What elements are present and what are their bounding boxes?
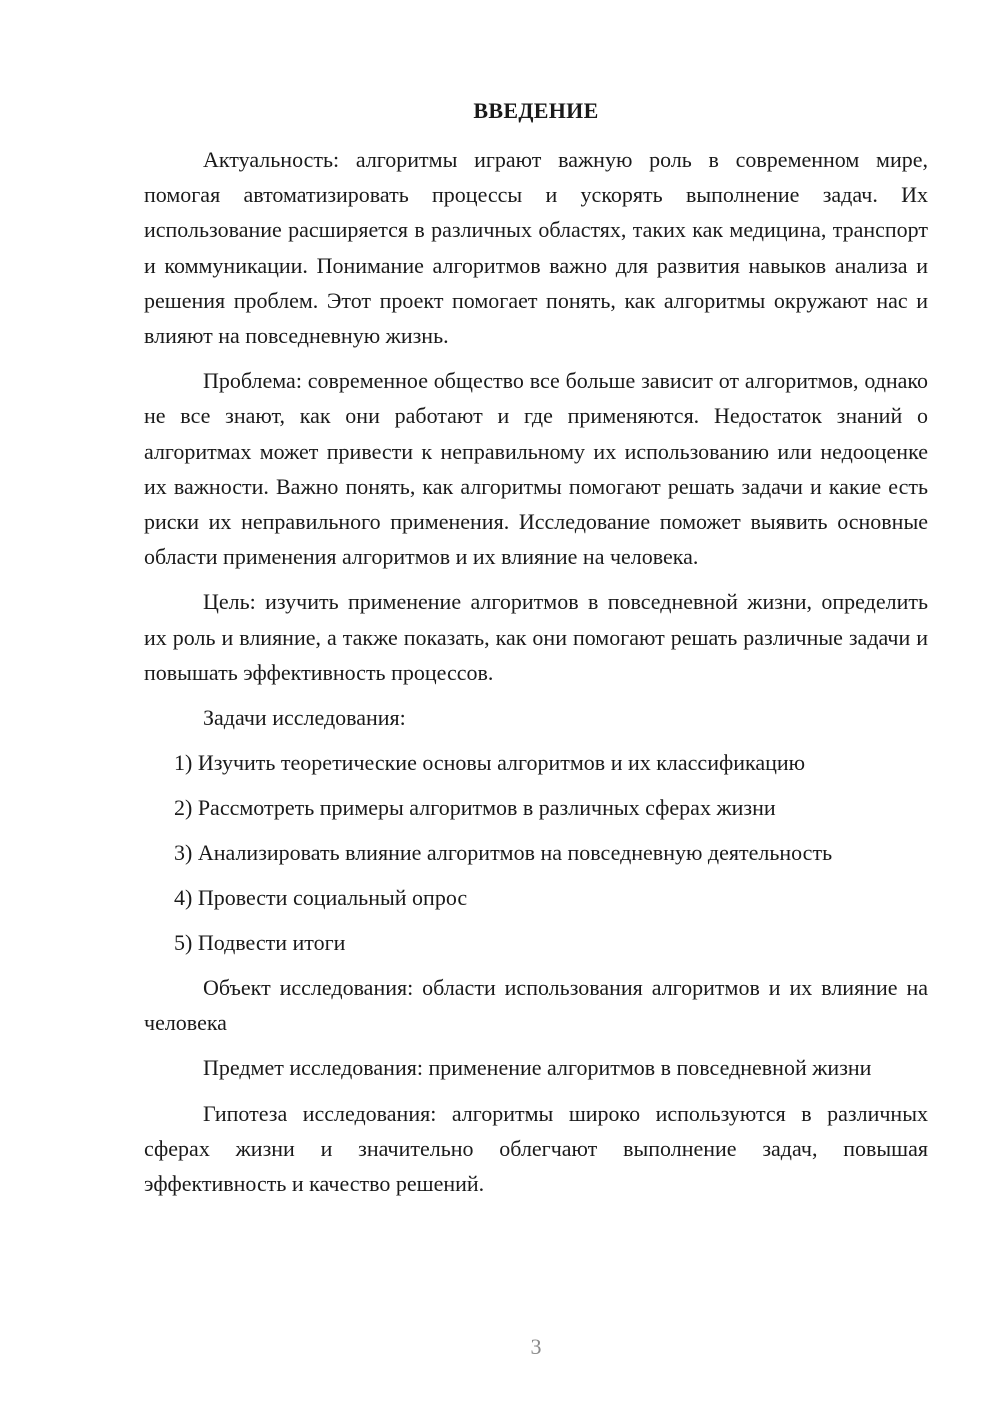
task-item: 3) Анализировать влияние алгоритмов на повседневную деятельность <box>174 840 833 866</box>
subject-paragraph: Предмет исследования: применение алгоритмов в повседневной жизни <box>203 1055 872 1081</box>
problem-paragraph: Проблема: современное общество все больше зависит от алгоритмов, однако не все знают, как они работают и где применяются. Недостаток знаний о алгоритмах может привести к неправильному их использованию или недооценке их важности. Важно понять, как алгоритмы помогают решать задачи и какие есть риски их неправильного применения. Исследование поможет выявить основные области применения алгоритмов и их влияние на человека. <box>144 368 928 570</box>
document-page <box>144 94 928 1201</box>
task-item: 5) Подвести итоги <box>174 930 346 956</box>
task-item: 2) Рассмотреть примеры алгоритмов в различных сферах жизни <box>174 795 776 821</box>
page-title: ВВЕДЕНИЕ <box>473 98 599 123</box>
hypothesis-paragraph: Гипотеза исследования: алгоритмы широко используются в различных сферах жизни и значительно облегчают выполнение задач, повышая эффективность и качество решений. <box>144 1100 928 1197</box>
relevance-paragraph: Актуальность: алгоритмы играют важную роль в современном мире, помогая автоматизировать процессы и ускорять выполнение задач. Их использование расширяется в различных областях, таких как медицина, транспорт и коммуникации. Понимание алгоритмов важно для развития навыков анализа и решения проблем. Этот проект помогает понять, как алгоритмы окружают нас и влияют на повседневную жизнь. <box>144 147 928 349</box>
object-paragraph: Объект исследования: области использования алгоритмов и их влияние на человека <box>144 975 928 1036</box>
tasks-heading: Задачи исследования: <box>203 705 406 731</box>
task-item: 4) Провести социальный опрос <box>174 885 468 911</box>
goal-paragraph: Цель: изучить применение алгоритмов в повседневной жизни, определить их роль и влияние, а также показать, как они помогают решать различные задачи и повышать эффективность процессов. <box>144 589 928 685</box>
tasks-list <box>144 745 928 960</box>
task-item: 1) Изучить теоретические основы алгоритмов и их классификацию <box>174 750 806 776</box>
page-number: 3 <box>530 1334 542 1359</box>
